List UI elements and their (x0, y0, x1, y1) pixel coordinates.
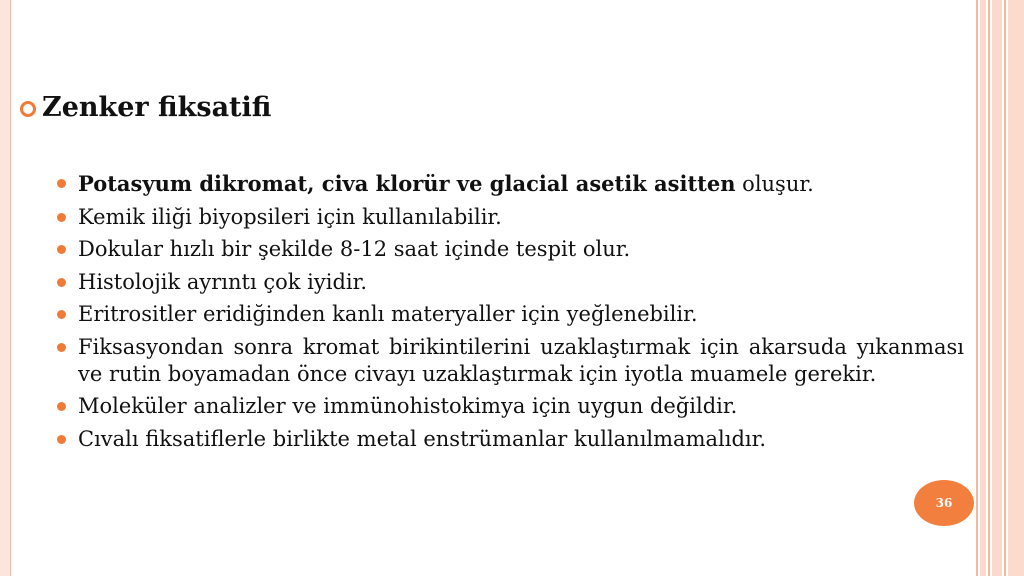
left-border-line (10, 0, 11, 576)
page-number-badge (914, 480, 974, 526)
stripe (988, 0, 990, 576)
list-item (56, 269, 964, 296)
list-item-tail-text: oluşur. (735, 172, 814, 196)
list-item-text: Kemik iliği biyopsileri için kullanılabilir. (78, 204, 502, 229)
list-item (56, 301, 964, 328)
list-item (56, 170, 964, 198)
dot-bullet-icon (57, 179, 66, 188)
list-item-text: Histolojik ayrıntı çok iyidir. (78, 269, 368, 294)
list-item-bold-text: Potasyum dikromat, civa klorür ve glacial asetik asitten (78, 171, 736, 196)
list-item (56, 393, 964, 420)
dot-bullet-icon (57, 343, 66, 352)
dot-bullet-icon (57, 213, 66, 222)
page-number: 36 (935, 496, 953, 510)
list-item (56, 204, 964, 231)
list-item-text (78, 172, 814, 196)
stripe (980, 0, 986, 576)
slide-title-row (20, 92, 271, 123)
list-item-text: Fiksasyondan sonra kromat birikintilerini uzaklaştırmak için akarsuda yıkanması ve rutin boyamadan önce civayı uzaklaştırmak için iyotla muamele gerekir. (78, 334, 964, 386)
list-item-text: Moleküler analizler ve immünohistokimya için uygun değildir. (78, 394, 738, 418)
stripe (992, 0, 1002, 576)
dot-bullet-icon (57, 435, 66, 444)
stripe (1004, 0, 1006, 576)
slide-title: Zenker fiksatifi (42, 92, 272, 123)
bullet-list (56, 170, 964, 458)
dot-bullet-icon (57, 310, 66, 319)
dot-bullet-icon (57, 402, 66, 411)
list-item (56, 236, 964, 263)
dot-bullet-icon (57, 278, 66, 287)
list-item (56, 334, 964, 388)
ring-bullet-icon (20, 101, 36, 117)
stripe (1008, 0, 1024, 576)
dot-bullet-icon (57, 245, 66, 254)
list-item-text: Eritrositler eridiğinden kanlı materyaller için yeğlenebilir. (78, 302, 698, 326)
stripe (976, 0, 978, 576)
list-item-text: Dokular hızlı bir şekilde 8-12 saat içinde tespit olur. (78, 237, 631, 261)
left-border-decoration (0, 0, 10, 576)
list-item (56, 426, 964, 453)
right-border-stripes (976, 0, 1024, 576)
list-item-text: Cıvalı fiksatiflerle birlikte metal enstrümanlar kullanılmamalıdır. (78, 426, 767, 451)
